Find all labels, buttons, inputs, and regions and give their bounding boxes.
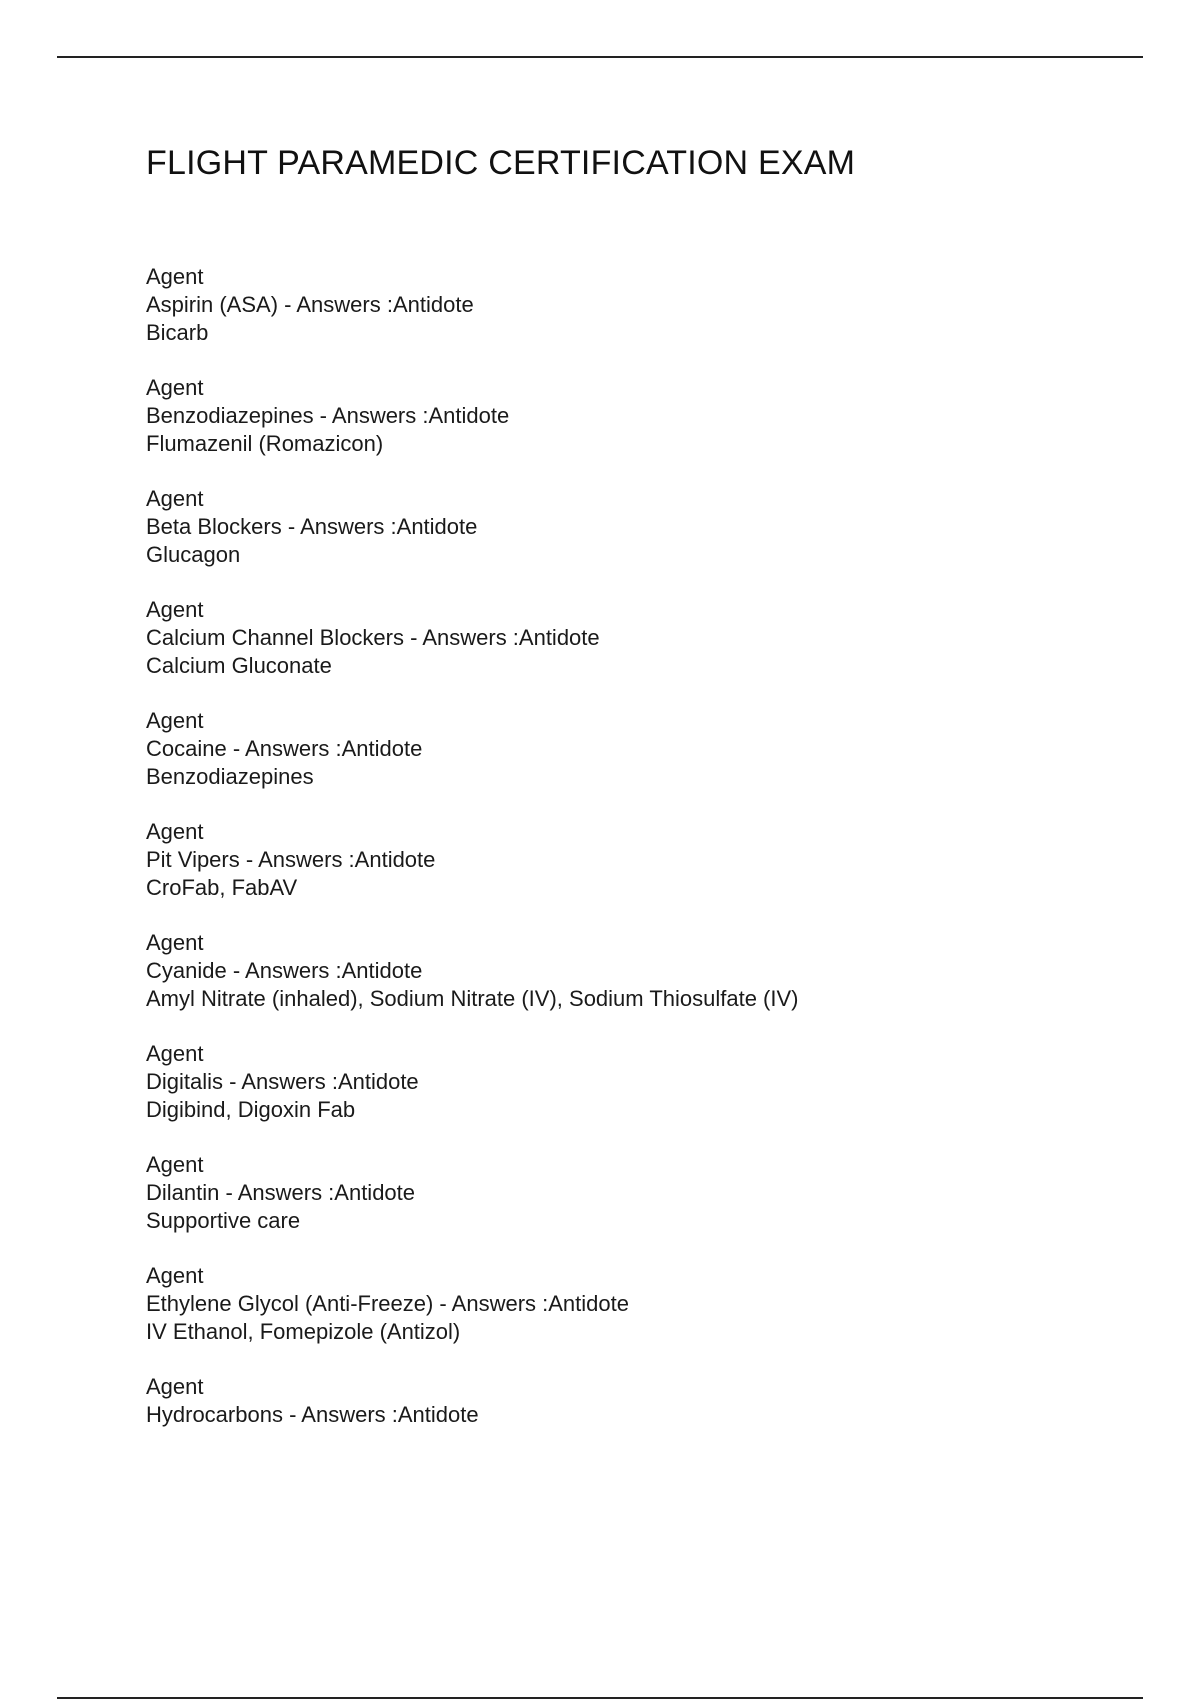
entry-answer <box>146 1429 1146 1457</box>
entry-answer: IV Ethanol, Fomepizole (Antizol) <box>146 1318 461 1344</box>
flashcard-entry <box>146 707 1146 818</box>
entry-question: Hydrocarbons - Answers :Antidote <box>146 1401 479 1427</box>
entry-answer: Glucagon <box>146 541 241 567</box>
entry-question: Benzodiazepines - Answers :Antidote <box>146 402 510 428</box>
entry-label: Agent <box>146 819 204 844</box>
entry-answer: Supportive care <box>146 1207 301 1233</box>
flashcard-entry <box>146 485 1146 596</box>
entry-label: Agent <box>146 1263 204 1288</box>
entry-question: Beta Blockers - Answers :Antidote <box>146 513 478 539</box>
entry-label: Agent <box>146 1152 204 1177</box>
entry-question: Ethylene Glycol (Anti-Freeze) - Answers :Antidote <box>146 1290 629 1316</box>
entry-question: Dilantin - Answers :Antidote <box>146 1179 416 1205</box>
footer-divider <box>57 1697 1143 1699</box>
entry-label: Agent <box>146 597 204 622</box>
flashcard-entry <box>146 263 1146 374</box>
flashcard-list <box>146 263 1146 1484</box>
document-title: FLIGHT PARAMEDIC CERTIFICATION EXAM <box>146 144 856 182</box>
entry-question: Pit Vipers - Answers :Antidote <box>146 846 436 872</box>
entry-label: Agent <box>146 375 204 400</box>
flashcard-entry <box>146 1151 1146 1262</box>
flashcard-entry <box>146 1373 1146 1484</box>
flashcard-entry <box>146 818 1146 929</box>
entry-question: Digitalis - Answers :Antidote <box>146 1068 419 1094</box>
entry-answer: Digibind, Digoxin Fab <box>146 1096 356 1122</box>
entry-question: Cocaine - Answers :Antidote <box>146 735 423 761</box>
flashcard-entry <box>146 929 1146 1040</box>
entry-question: Cyanide - Answers :Antidote <box>146 957 423 983</box>
entry-answer: Amyl Nitrate (inhaled), Sodium Nitrate (IV), Sodium Thiosulfate (IV) <box>146 985 799 1011</box>
entry-label: Agent <box>146 486 204 511</box>
flashcard-entry <box>146 1262 1146 1373</box>
entry-answer: Benzodiazepines <box>146 763 314 789</box>
entry-answer: Bicarb <box>146 319 209 345</box>
entry-question: Calcium Channel Blockers - Answers :Antidote <box>146 624 600 650</box>
flashcard-entry <box>146 596 1146 707</box>
entry-label: Agent <box>146 930 204 955</box>
flashcard-entry <box>146 1040 1146 1151</box>
entry-answer: Calcium Gluconate <box>146 652 332 678</box>
entry-question: Aspirin (ASA) - Answers :Antidote <box>146 291 474 317</box>
entry-label: Agent <box>146 708 204 733</box>
entry-label: Agent <box>146 1374 204 1399</box>
header-divider <box>57 56 1143 58</box>
entry-label: Agent <box>146 264 204 289</box>
entry-label: Agent <box>146 1041 204 1066</box>
flashcard-entry <box>146 374 1146 485</box>
entry-answer: Flumazenil (Romazicon) <box>146 430 384 456</box>
entry-answer: CroFab, FabAV <box>146 874 298 900</box>
